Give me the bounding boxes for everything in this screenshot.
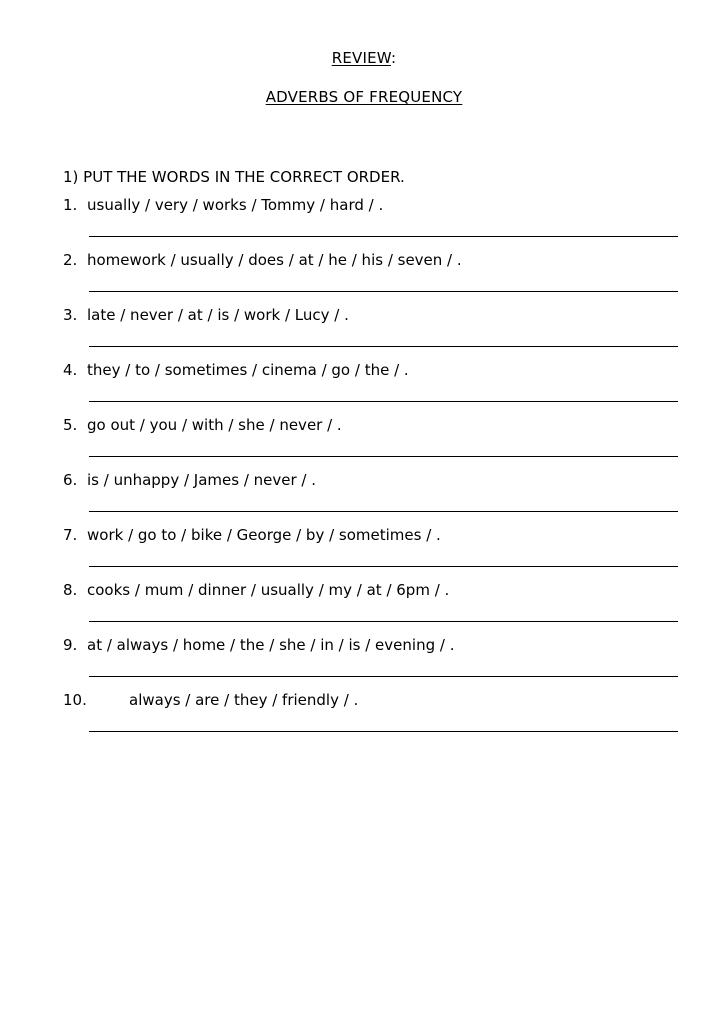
exercise-item-7 <box>63 526 683 581</box>
exercise-item-4 <box>63 361 683 416</box>
answer-line[interactable] <box>89 621 678 622</box>
item-words: is / unhappy / James / never / . <box>87 471 317 489</box>
item-words: homework / usually / does / at / he / his / seven / . <box>87 251 462 269</box>
item-number: 10. <box>63 691 87 709</box>
exercise-item-5 <box>63 416 683 471</box>
item-prompt <box>63 251 462 269</box>
answer-line[interactable] <box>89 731 678 732</box>
item-number: 4. <box>63 361 78 379</box>
item-number: 2. <box>63 251 78 269</box>
item-words: they / to / sometimes / cinema / go / the / . <box>87 361 409 379</box>
answer-line[interactable] <box>89 676 678 677</box>
item-prompt <box>63 636 454 654</box>
item-number: 7. <box>63 526 78 544</box>
item-prompt <box>63 306 349 324</box>
exercise-item-6 <box>63 471 683 526</box>
worksheet-subtitle: ADVERBS OF FREQUENCY <box>265 88 463 106</box>
answer-line[interactable] <box>89 566 678 567</box>
answer-line[interactable] <box>89 401 678 402</box>
item-words: always / are / they / friendly / . <box>129 691 359 709</box>
exercise-item-9 <box>63 636 683 691</box>
item-number: 5. <box>63 416 78 434</box>
item-prompt <box>63 471 316 489</box>
item-words: go out / you / with / she / never / . <box>87 416 342 434</box>
exercise-instruction: 1) PUT THE WORDS IN THE CORRECT ORDER. <box>63 168 405 186</box>
exercise-item-2 <box>63 251 683 306</box>
item-words: work / go to / bike / George / by / sometimes / . <box>87 526 441 544</box>
answer-line[interactable] <box>89 291 678 292</box>
exercise-item-8 <box>63 581 683 636</box>
item-number: 9. <box>63 636 78 654</box>
item-prompt <box>63 196 383 214</box>
item-prompt <box>63 581 449 599</box>
exercise-item-3 <box>63 306 683 361</box>
item-prompt <box>63 361 409 379</box>
item-number: 8. <box>63 581 78 599</box>
item-words: at / always / home / the / she / in / is / evening / . <box>87 636 455 654</box>
item-prompt <box>63 691 358 709</box>
item-number: 3. <box>63 306 78 324</box>
answer-line[interactable] <box>89 236 678 237</box>
review-label: REVIEW <box>331 49 391 67</box>
item-prompt <box>63 526 441 544</box>
item-words: cooks / mum / dinner / usually / my / at / 6pm / . <box>87 581 450 599</box>
review-heading <box>0 49 728 67</box>
item-number: 6. <box>63 471 78 489</box>
review-colon: : <box>390 49 397 67</box>
item-number: 1. <box>63 196 78 214</box>
exercise-item-1 <box>63 196 683 251</box>
item-words: late / never / at / is / work / Lucy / . <box>87 306 349 324</box>
item-prompt <box>63 416 342 434</box>
answer-line[interactable] <box>89 511 678 512</box>
answer-line[interactable] <box>89 346 678 347</box>
answer-line[interactable] <box>89 456 678 457</box>
exercise-item-10 <box>63 691 683 746</box>
item-words: usually / very / works / Tommy / hard / . <box>87 196 384 214</box>
